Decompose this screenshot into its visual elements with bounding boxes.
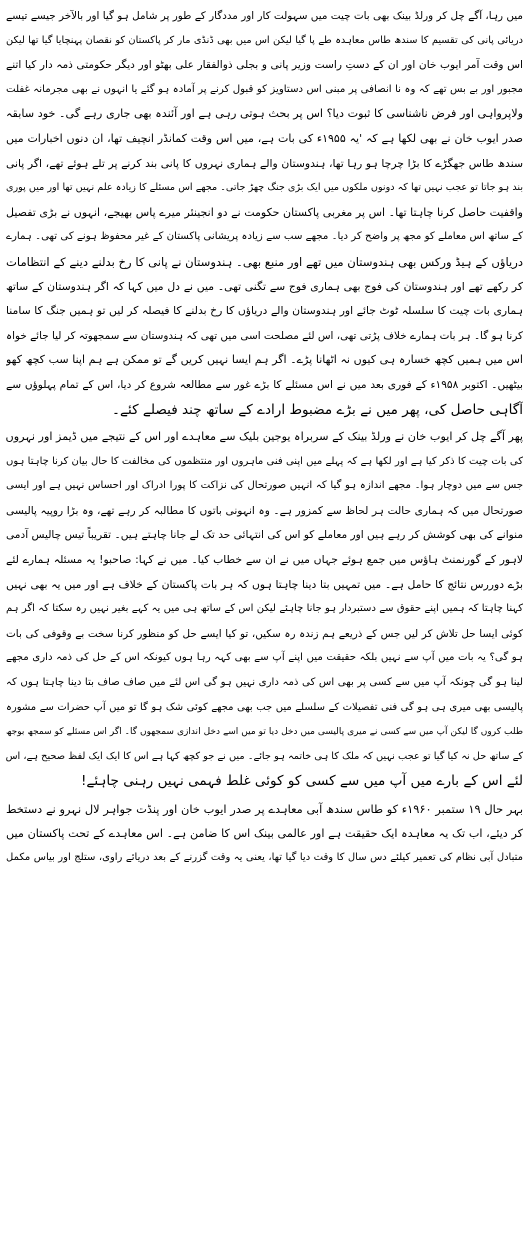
text-line: سندھ طاس جھگڑے کا بڑا چرچا ہو رہا تھا، ہندوستان والے ہماری نہروں کا پانی بند کرنے پر تلے ہوئے تھے، اگر پانی	[6, 156, 523, 170]
text-line: کرنا ہو گا۔ ہر بات ہمارے خلاف پڑتی تھی، اس لئے مصلحت اسی میں تھی کہ ہندوستان سے سمجھوتہ کر لیا جائے خواہ	[6, 329, 523, 342]
text-line: لاہور کے گورنمنٹ ہاؤس میں جمع ہوئے جہاں میں نے ان سے خطاب کیا۔ میں نے کہا: صاحبو! یہ مسئلہ ہمارے لئے	[6, 553, 523, 567]
text-line: جس سے میں دوچار ہوا۔ مجھے اندازہ ہو گیا کہ انہیں صورتحال کی نزاکت کا پورا ادراک اور احساس نہیں ہے اور ایسی	[6, 480, 523, 492]
text-line: کے ساتھ حل نہ کیا گیا تو عجب نہیں کہ ملک کا ہی خاتمہ ہو جائے۔ میں نے جو کچھ کہا ہے اس کا ایک ایک لفظ صحیح ہے، اس	[6, 750, 523, 762]
text-line-last: لئے اس کے بارے میں آپ میں سے کسی کو کوئی غلط فہمی نہیں رہنی چاہئے!	[80, 773, 523, 790]
text-line: منوانے کی بھی کوشش کر رہے ہیں اور معاملے کو اس کی انتہائی حد تک لے جانا چاہتے ہیں۔ تقریباً تیس چالیس آدمی	[6, 529, 523, 542]
text-line: لینا ہو گی چونکہ آپ میں سے کسی پر بھی اس کی ذمہ داری نہیں ہو گی اس لئے میں صاف صاف بتا دینا چاہتا ہوں کہ	[6, 677, 523, 689]
text-line: میں رہا، آگے چل کر ورلڈ بینک بھی بات چیت میں سہولت کار اور مددگار کے طور پر شامل ہو گیا اور بالآخر جیسے تیسے	[6, 10, 523, 22]
text-line: دریائی پانی کی تقسیم کا سندھ طاس معاہدہ طے پا گیا لیکن اس میں بھی ڈنڈی مار کر پاکستان کو نقصان پہنچایا گیا تھا لیکن	[6, 34, 523, 46]
text-line: صورتحال میں کہ ہماری حالت ہر لحاظ سے کمزور ہے۔ وہ انہونی باتوں کا مطالبہ کر رہے تھے، وہ بڑا روپیہ پالیسی	[6, 504, 523, 517]
text-line: بڑے دوررس نتائج کا حامل ہے۔ میں تمہیں بتا دینا چاہتا ہوں کہ ہر بات پاکستان کے خلاف ہے اور میں یہ بھی نہیں	[6, 577, 523, 591]
text-line: اس وقت آمر ایوب خان اور ان کے دستِ راست وزیر پانی و بجلی ذوالفقار علی بھٹو اور دیگر حکومتی ذمہ دار کیا اتنے	[6, 59, 523, 72]
text-line: کہنا چاہتا کہ ہمیں اپنے حقوق سے دستبردار ہو جانا چاہئے لیکن اس کے ساتھ ہی میں یہ کہے بغیر نہیں رہ سکتا کہ اگر ہم	[6, 603, 523, 615]
text-line: ہو گی؟ یہ بات میں آپ سے نہیں بلکہ حقیقت میں اپنے آپ سے بھی کہہ رہا ہوں کیونکہ اس کے حل کی ذمہ داری مجھے	[6, 652, 523, 664]
text-line: طلب کروں گا لیکن آپ میں سے کسی نے میری پالیسی میں دخل دیا تو میں اسے دخل اندازی سمجھوں گا۔ اگر اس مسئلے کو سمجھ بوجھ	[6, 727, 523, 738]
text-line: کوئی ایسا حل تلاش کر لیں جس کے ذریعے ہم زندہ رہ سکیں، تو کیا ایسے حل کو منظور کرنا سخت بے وقوفی کی بات	[6, 627, 523, 640]
paragraph-3	[6, 797, 523, 871]
text-line: کی بات چیت کا ذکر کیا ہے اور لکھا ہے کہ پہلے میں اپنی فنی ماہروں اور منتظموں کی مخالفت کا حال بیان کرنا چاہتا ہوں	[6, 455, 523, 467]
paragraph-2	[6, 425, 523, 794]
text-line: پالیسی بھی میری ہی ہو گی فنی تفصیلات کے سلسلے میں جب بھی مجھے کوئی شک ہو گا تو میں آپ حضرات سے مشورہ	[6, 701, 523, 713]
text-line: کے ساتھ اس معاملے کو مجھ پر واضح کر دیا۔ مجھے سب سے زیادہ پریشانی پاکستان کے غیر محفوظ ہونے کی تھی۔ ہمارے	[6, 231, 523, 243]
text-line: مجبور اور بے بس تھے کہ وہ نا انصافی پر مبنی اس دستاویز کو قبول کرنے پر آمادہ ہو گئے یا انہوں نے بھی مجرمانہ غفلت	[6, 83, 523, 95]
text-line: صدر ایوب خان نے بھی لکھا ہے کہ 'یہ ۱۹۵۵ء کی بات ہے، میں اس وقت کمانڈر انچیف تھا، ان دنوں اخبارات میں	[6, 131, 523, 145]
text-line: ولاپرواہی اور فرض ناشناسی کا ثبوت دیا؟ اس پر بحث ہوتی رہی ہے اور آئندہ بھی جاری رہے گی۔ خود سابقہ	[6, 107, 523, 121]
text-line: کر دیئے، اب تک یہ معاہدہ ایک حقیقت ہے اور عالمی بینک اس کا ضامن ہے۔ اس معاہدے کے تحت پاکستان میں	[6, 826, 523, 840]
text-line: بیٹھیں۔ اکتوبر ۱۹۵۸ء کے فوری بعد میں نے اس مسئلے کا بڑے غور سے مطالعہ شروع کر دیا، اس کے تمام پہلوؤں سے	[6, 378, 523, 391]
text-line-last: آگاہی حاصل کی، پھر میں نے بڑے مضبوط ارادے کے ساتھ چند فیصلے کئے۔	[112, 401, 523, 418]
text-line: دریاؤں کے ہیڈ ورکس بھی ہندوستان میں تھے اور منبع بھی۔ ہندوستان نے پانی کا رخ بدلنے دینے کے انتظامات	[6, 254, 523, 269]
text-line: بند ہو جاتا تو عجب نہیں تھا کہ دونوں ملکوں میں ایک بڑی جنگ چھڑ جاتی۔ مجھے اس مسئلے کا زیادہ علم نہیں تھا اور میں پوری	[6, 182, 523, 194]
paragraph-1	[6, 4, 523, 422]
text-line: بہر حال ۱۹ ستمبر ۱۹۶۰ء کو طاس سندھ آبی معاہدے پر صدر ایوب خان اور پنڈت جواہر لال نہرو نے دستخط	[6, 802, 523, 816]
text-line: واقفیت حاصل کرنا چاہتا تھا۔ اس پر مغربی پاکستان حکومت نے دو انجینئر میرے پاس بھیجے، انہوں نے بڑی تفصیل	[6, 205, 523, 219]
text-line: کر رکھے تھے اور ہندوستان کی فوج بھی ہماری فوج سے تگنی تھی۔ میں نے دل میں کہا کہ اگر ہندوستان کے ساتھ	[6, 279, 523, 293]
text-line: پھر آگے چل کر ایوب خان نے ورلڈ بینک کے سربراہ یوجین بلیک سے معاہدے اور اس کے نتیجے میں ڈیمز اور نہروں	[6, 430, 523, 444]
text-line: اس میں ہمیں کچھ خسارہ ہی کیوں نہ اٹھانا پڑے۔ اگر ہم ایسا نہیں کریں گے تو ممکن ہے ہم اپنا سب کچھ کھو	[6, 353, 523, 367]
text-line: ہماری بات چیت کا سلسلہ ٹوٹ جائے اور ہندوستان والے دریاؤں کا رخ بدلنے کا فیصلہ کر لیں تو ہمیں جنگ کا سامنا	[6, 304, 523, 318]
text-line: متبادل آبی نظام کی تعمیر کیلئے دس سال کا وقت دیا گیا تھا، یعنی یہ وقت گزرنے کے بعد دریائے راوی، ستلج اور بیاس مکمل	[6, 852, 523, 864]
